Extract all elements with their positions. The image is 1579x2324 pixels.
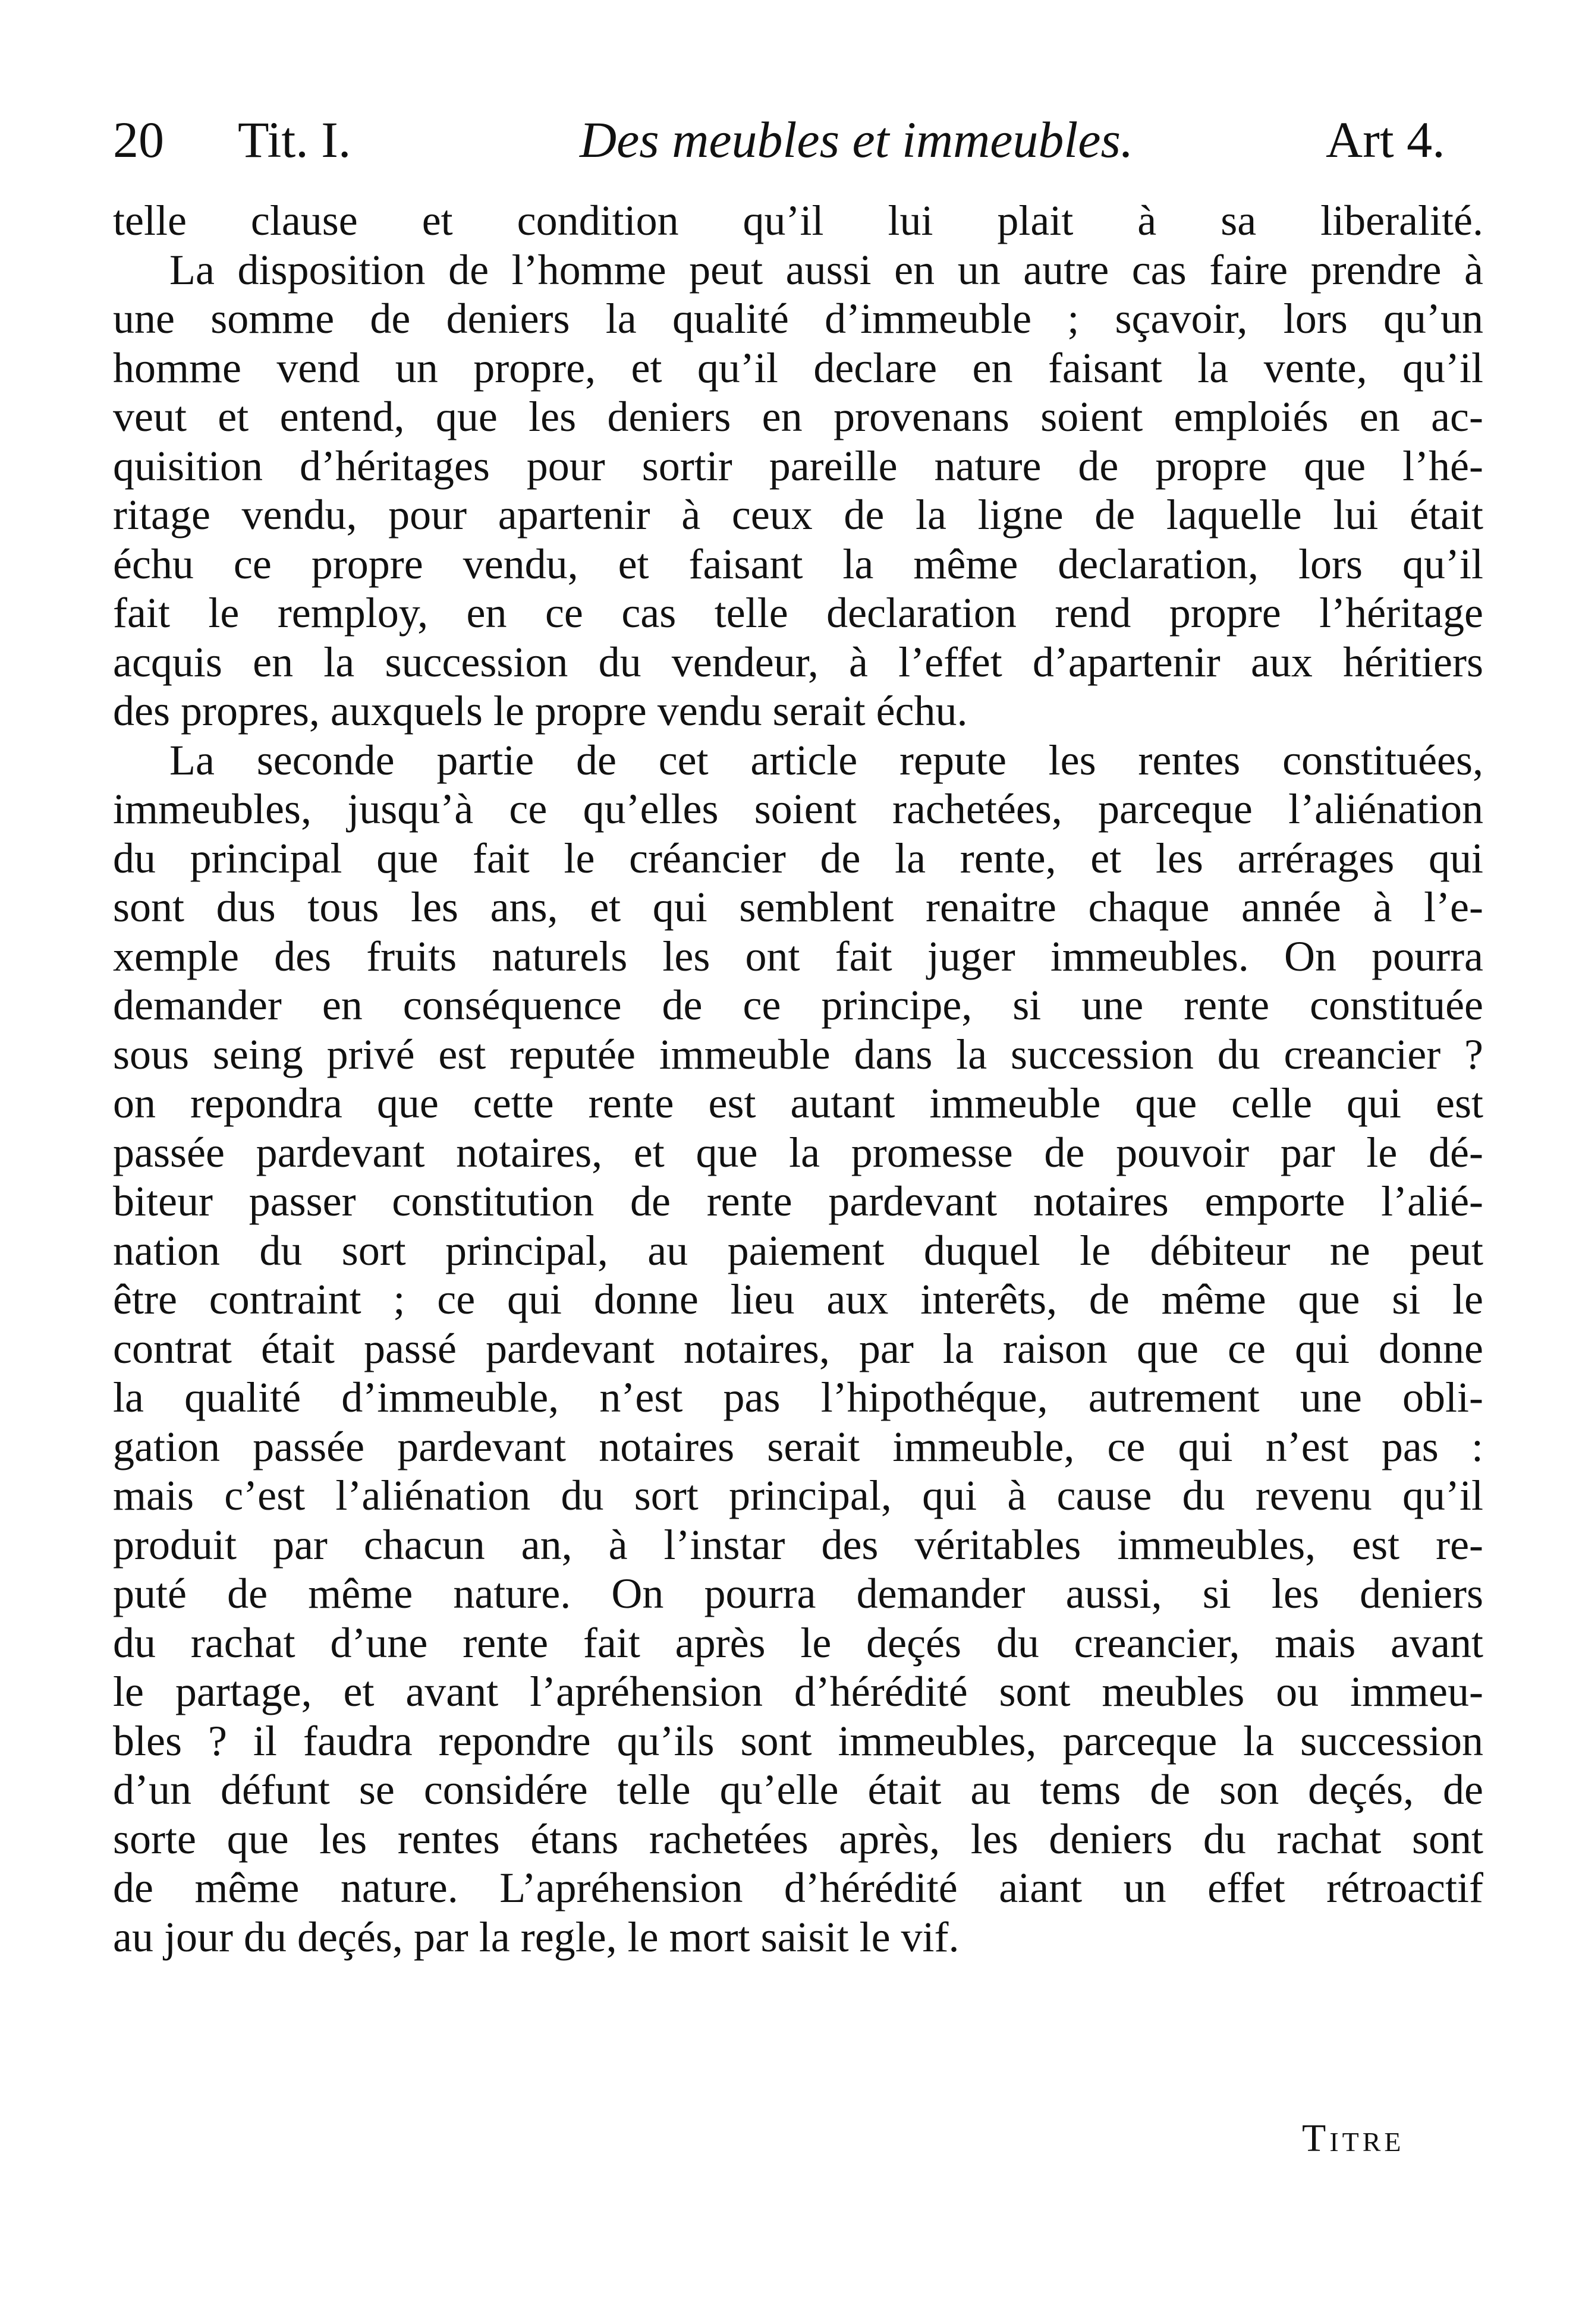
text-line: fait le remploy, en ce cas telle declaration rend propre l’héritage [113, 589, 1483, 637]
text-line: ritage vendu, pour apartenir à ceux de la ligne de laquelle lui était [113, 491, 1483, 539]
text-line: bles ? il faudra repondre qu’ils sont immeubles, parceque la succession [113, 1717, 1483, 1765]
running-header [113, 104, 1480, 175]
catchword: Titre [1302, 2117, 1405, 2160]
running-title: Des meubles et immeubles. [580, 111, 1134, 168]
text-line: homme vend un propre, et qu’il declare en faisant la vente, qu’il [113, 344, 1483, 392]
text-line: biteur passer constitution de rente pardevant notaires emporte l’alié- [113, 1177, 1483, 1225]
text-line: être contraint ; ce qui donne lieu aux interêts, de même que si le [113, 1276, 1483, 1323]
text-line: échu ce propre vendu, et faisant la même declaration, lors qu’il [113, 540, 1483, 588]
text-line: du principal que fait le créancier de la rente, et les arrérages qui [113, 834, 1483, 882]
text-line: acquis en la succession du vendeur, à l’effet d’apartenir aux héritiers [113, 638, 1483, 686]
text-line: d’un défunt se considére telle qu’elle était au tems de son deçés, de [113, 1766, 1483, 1813]
text-line: mais c’est l’aliénation du sort principal, qui à cause du revenu qu’il [113, 1472, 1483, 1519]
text-line: telle clause et condition qu’il lui plait à sa liberalité. [113, 197, 1483, 244]
text-line: sous seing privé est reputée immeuble dans la succession du creancier ? [113, 1030, 1483, 1078]
text-line: produit par chacun an, à l’instar des véritables immeubles, est re- [113, 1520, 1483, 1569]
text-line: on repondra que cette rente est autant immeuble que celle qui est [113, 1079, 1483, 1127]
text-line: sont dus tous les ans, et qui semblent renaitre chaque année à l’e- [113, 883, 1483, 931]
text-line: La disposition de l’homme peut aussi en un autre cas faire prendre à [169, 245, 1483, 294]
text-line: veut et entend, que les deniers en provenans soient emploiés en ac- [113, 393, 1483, 440]
text-line: des propres, auxquels le propre vendu serait échu. [113, 687, 968, 735]
text-line: La seconde partie de cet article repute les rentes constituées, [169, 736, 1483, 784]
text-line: gation passée pardevant notaires serait immeuble, ce qui n’est pas : [113, 1422, 1483, 1470]
title-number: Tit. I. [238, 111, 351, 168]
text-line: du rachat d’une rente fait après le deçés du creancier, mais avant [113, 1618, 1483, 1667]
text-line: contrat était passé pardevant notaires, par la raison que ce qui donne [113, 1324, 1483, 1372]
text-line: xemple des fruits naturels les ont fait juger immeubles. On pourra [113, 932, 1483, 980]
text-line: de même nature. L’apréhension d’hérédité aiant un effet rétroactif [113, 1864, 1483, 1912]
text-line: sorte que les rentes étans rachetées après, les deniers du rachat sont [113, 1815, 1483, 1863]
text-line: la qualité d’immeuble, n’est pas l’hipothéque, autrement une obli- [113, 1374, 1483, 1421]
text-line: une somme de deniers la qualité d’immeuble ; sçavoir, lors qu’un [113, 295, 1483, 342]
text-line: demander en conséquence de ce principe, si une rente constituée [113, 981, 1483, 1029]
text-line: le partage, et avant l’apréhension d’hérédité sont meubles ou immeu- [113, 1668, 1483, 1715]
article-number: Art 4. [1326, 111, 1445, 168]
text-line: passée pardevant notaires, et que la promesse de pouvoir par le dé- [113, 1128, 1483, 1176]
text-line: au jour du deçés, par la regle, le mort saisit le vif. [113, 1913, 960, 1961]
page-number: 20 [113, 111, 164, 168]
text-line: puté de même nature. On pourra demander aussi, si les deniers [113, 1570, 1483, 1617]
text-line: quisition d’héritages pour sortir pareille nature de propre que l’hé- [113, 442, 1483, 490]
text-line: immeubles, jusqu’à ce qu’elles soient rachetées, parceque l’aliénation [113, 785, 1483, 833]
text-line: nation du sort principal, au paiement duquel le débiteur ne peut [113, 1226, 1483, 1274]
body-text [113, 196, 1483, 1961]
